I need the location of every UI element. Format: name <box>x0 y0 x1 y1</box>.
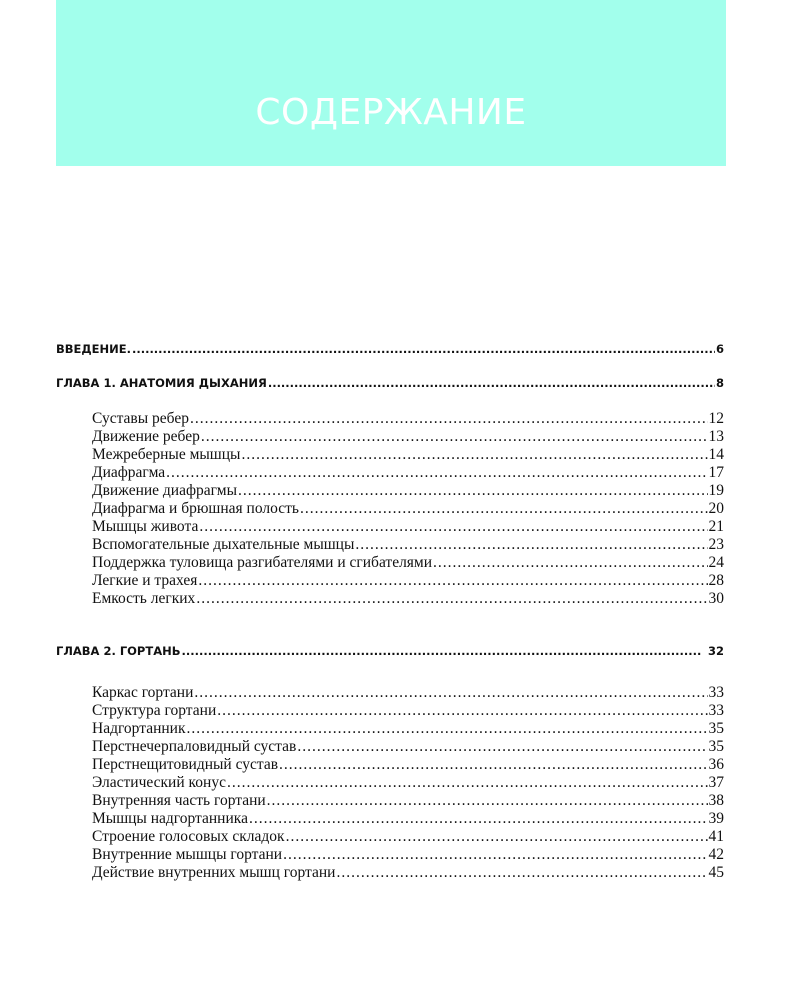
dot-leader <box>182 644 701 658</box>
toc-item[interactable] <box>92 428 724 446</box>
toc-item-page: 28 <box>708 572 724 589</box>
toc-item-page: 35 <box>708 720 724 737</box>
toc-item-label: Движение ребер <box>92 428 200 445</box>
toc-item-page: 13 <box>708 428 724 445</box>
toc-item-page: 12 <box>708 410 724 427</box>
toc-item-page: 19 <box>708 482 724 499</box>
dot-leader <box>199 518 707 536</box>
dot-leader <box>268 376 715 390</box>
toc-item[interactable] <box>92 774 724 792</box>
toc-item-page: 24 <box>708 554 724 571</box>
toc-item[interactable] <box>92 500 724 518</box>
toc-item-page: 35 <box>708 738 724 755</box>
dot-leader <box>283 846 707 864</box>
toc-item[interactable] <box>92 828 724 846</box>
toc-item[interactable] <box>92 720 724 738</box>
toc-item-label: Эластический конус <box>92 774 226 791</box>
title-band <box>56 0 726 166</box>
toc-item[interactable] <box>92 864 724 882</box>
dot-leader <box>198 572 707 590</box>
toc-item[interactable] <box>92 792 724 810</box>
toc-intro-label: ВВЕДЕНИЕ. <box>56 342 131 356</box>
toc-item-label: Надгортанник <box>92 720 186 737</box>
toc-item-page: 17 <box>708 464 724 481</box>
dot-leader <box>267 792 708 810</box>
dot-leader <box>249 810 708 828</box>
dot-leader <box>227 774 708 792</box>
toc-chapter-2[interactable] <box>56 644 724 658</box>
toc-item[interactable] <box>92 846 724 864</box>
toc-item-label: Перстнещитовидный сустав <box>92 756 279 773</box>
toc-item-label: Перстнечерпаловидный сустав <box>92 738 297 755</box>
toc-item-label: Вспомогательные дыхательные мышцы <box>92 536 355 553</box>
toc-item-label: Легкие и трахея <box>92 572 198 589</box>
toc-item[interactable] <box>92 702 724 720</box>
chapter-label: ГЛАВА 1. АНАТОМИЯ ДЫХАНИЯ <box>56 376 267 390</box>
toc-item-page: 33 <box>708 684 724 701</box>
toc-item-page: 41 <box>708 828 724 845</box>
toc-item[interactable] <box>92 554 724 572</box>
toc-item-label: Строение голосовых складок <box>92 828 285 845</box>
toc-item-label: Структура гортани <box>92 702 217 719</box>
toc-item-page: 30 <box>708 590 724 607</box>
toc-item-label: Внутренние мышцы гортани <box>92 846 283 863</box>
dot-leader <box>194 684 707 702</box>
dot-leader <box>241 446 707 464</box>
toc-item-page: 20 <box>708 500 724 517</box>
toc-item[interactable] <box>92 810 724 828</box>
toc-item[interactable] <box>92 684 724 702</box>
dot-leader <box>300 500 708 518</box>
dot-leader <box>279 756 707 774</box>
toc-item-label: Диафрагма <box>92 464 166 481</box>
toc-item-page: 14 <box>708 446 724 463</box>
toc-item-label: Межреберные мышцы <box>92 446 241 463</box>
toc-item-label: Движение диафрагмы <box>92 482 238 499</box>
toc-item-label: Поддержка туловища разгибателями и сгибателями <box>92 554 433 571</box>
dot-leader <box>166 464 707 482</box>
dot-leader <box>336 864 707 882</box>
toc-item-page: 21 <box>708 518 724 535</box>
toc-item-page: 39 <box>708 810 724 827</box>
toc-item[interactable] <box>92 590 724 608</box>
dot-leader <box>196 590 707 608</box>
dot-leader <box>286 828 708 846</box>
toc-item[interactable] <box>92 464 724 482</box>
toc-item-label: Емкость легких <box>92 590 196 607</box>
toc-item-page: 33 <box>708 702 724 719</box>
toc-item[interactable] <box>92 518 724 536</box>
toc-item[interactable] <box>92 482 724 500</box>
toc-item-label: Суставы ребер <box>92 410 189 427</box>
dot-leader <box>190 410 708 428</box>
toc-item-label: Мышцы живота <box>92 518 199 535</box>
toc-item[interactable] <box>92 446 724 464</box>
dot-leader <box>355 536 707 554</box>
toc-item-label: Каркас гортани <box>92 684 194 701</box>
toc-chapter-1[interactable] <box>56 376 724 390</box>
toc-intro[interactable] <box>56 342 724 356</box>
toc-item-label: Действие внутренних мышц гортани <box>92 864 336 881</box>
toc-item-label: Мышцы надгортанника <box>92 810 248 827</box>
toc-item[interactable] <box>92 536 724 554</box>
dot-leader <box>217 702 707 720</box>
dot-leader <box>297 738 707 756</box>
toc-item[interactable] <box>92 738 724 756</box>
chapter-label: ГЛАВА 2. ГОРТАНЬ <box>56 644 181 658</box>
toc-item-page: 45 <box>708 864 724 881</box>
page-title: СОДЕРЖАНИЕ <box>255 92 527 133</box>
toc-intro-page: 6 <box>715 342 724 356</box>
toc-item-page: 38 <box>708 792 724 809</box>
toc-item-label: Внутренняя часть гортани <box>92 792 266 809</box>
chapter-page: 32 <box>707 644 724 658</box>
dot-leader <box>238 482 707 500</box>
toc-item[interactable] <box>92 410 724 428</box>
dot-leader <box>132 342 715 356</box>
toc-item[interactable] <box>92 756 724 774</box>
dot-leader <box>433 554 707 572</box>
toc-item[interactable] <box>92 572 724 590</box>
chapter-page: 8 <box>715 376 724 390</box>
toc-item-label: Диафрагма и брюшная полость <box>92 500 299 517</box>
toc-item-page: 37 <box>708 774 724 791</box>
dot-leader <box>186 720 707 738</box>
toc-item-page: 23 <box>708 536 724 553</box>
toc-item-page: 36 <box>708 756 724 773</box>
dot-leader <box>201 428 708 446</box>
toc-item-page: 42 <box>708 846 724 863</box>
